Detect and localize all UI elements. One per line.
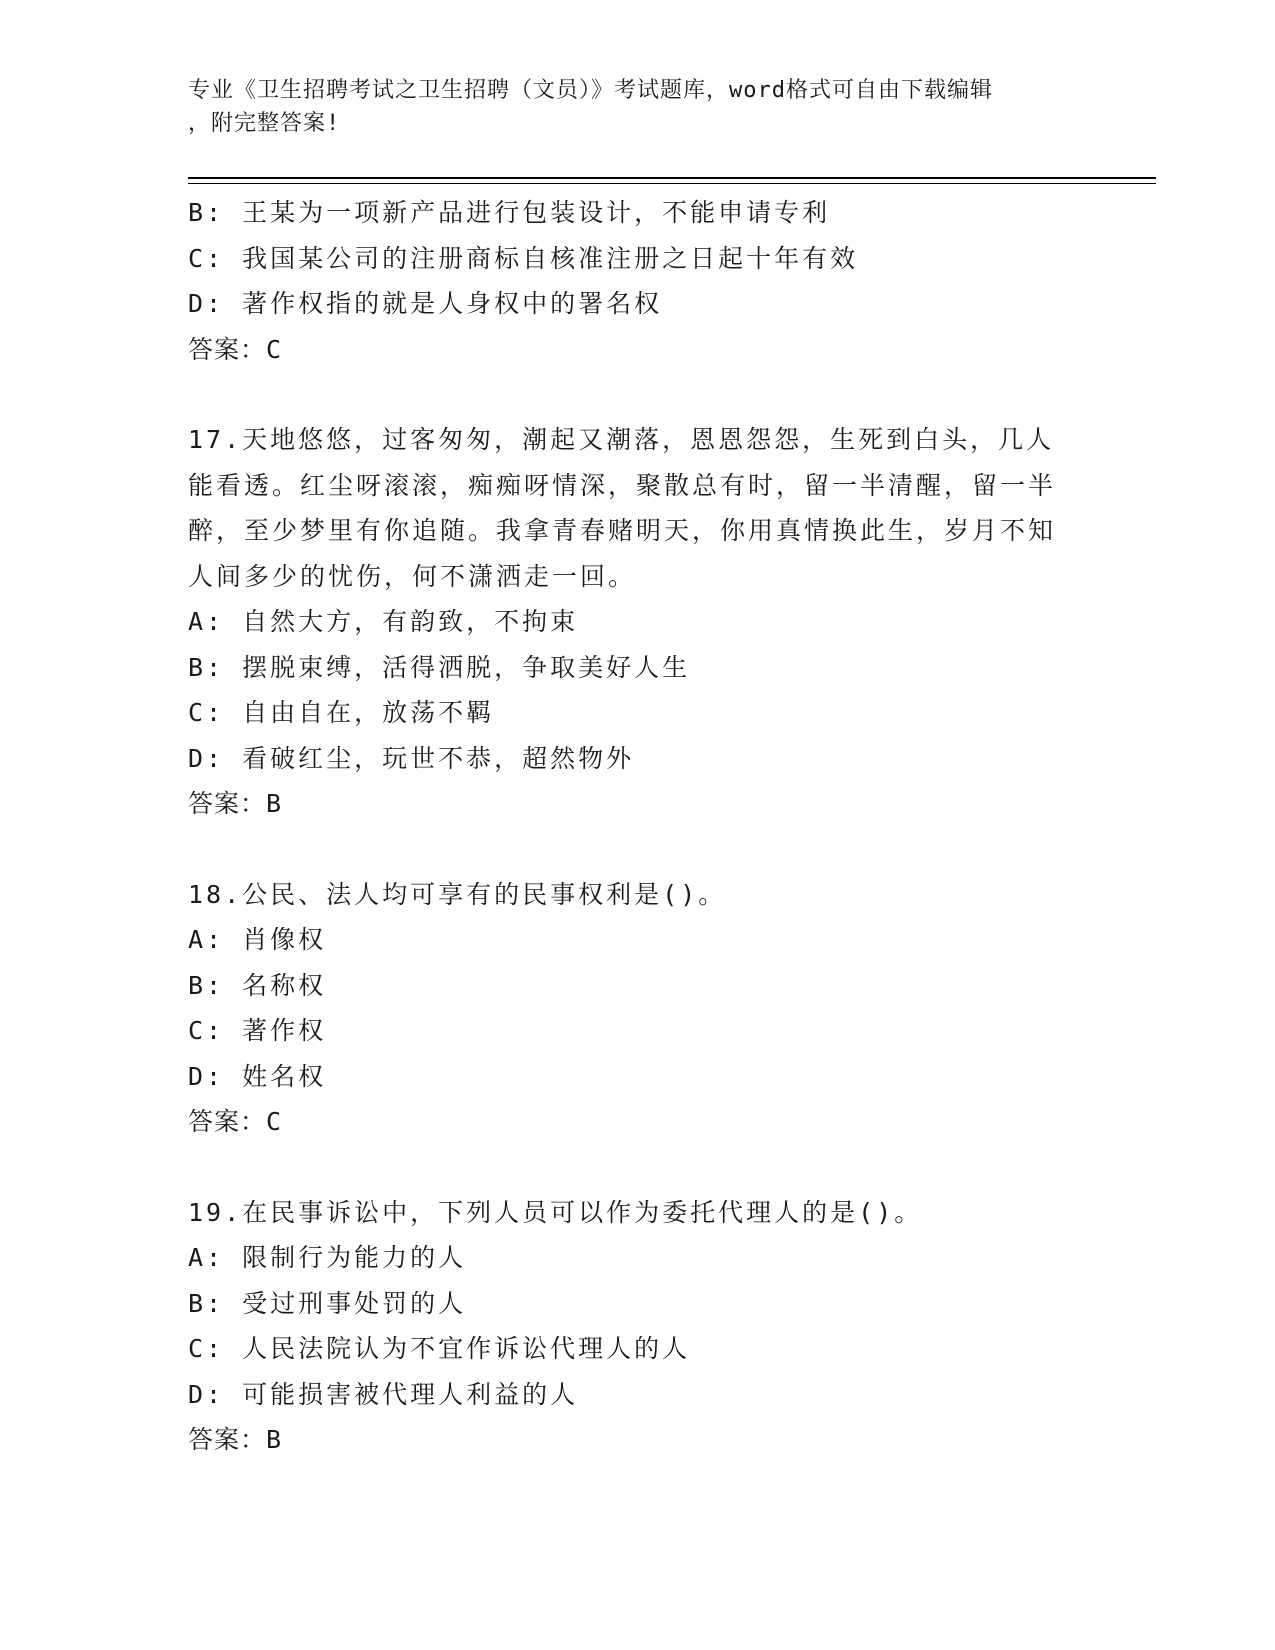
header-rule-thin [188, 183, 1156, 184]
answer-line: 答案：B [188, 1425, 283, 1454]
page-header [188, 74, 1088, 140]
spacer [188, 827, 1088, 872]
option-b: B: 名称权 [188, 970, 327, 1000]
answer-line: 答案：C [188, 334, 283, 364]
option-a: A: 限制行为能力的人 [188, 1243, 467, 1272]
option-b: B: 受过刑事处罚的人 [188, 1288, 467, 1318]
spacer [188, 372, 1088, 417]
answer-line: 答案：C [188, 1107, 283, 1136]
question-16-continued [188, 190, 1088, 372]
option-d: D: 可能损害被代理人利益的人 [188, 1379, 579, 1409]
question-stem: 19.在民事诉讼中，下列人员可以作为委托代理人的是()。 [188, 1197, 923, 1227]
option-a: A: 肖像权 [188, 925, 327, 954]
question-17 [188, 417, 1088, 827]
option-b: B: 王某为一项新产品进行包装设计，不能申请专利 [188, 198, 831, 227]
option-a: A: 自然大方，有韵致，不拘束 [188, 607, 579, 636]
option-c: C: 人民法院认为不宜作诉讼代理人的人 [188, 1334, 691, 1363]
spacer [188, 1145, 1088, 1190]
header-rule-thick [188, 177, 1156, 179]
question-19 [188, 1190, 1088, 1463]
option-d: D: 著作权指的就是人身权中的署名权 [188, 289, 663, 318]
answer-line: 答案：B [188, 789, 283, 818]
question-stem: 18.公民、法人均可享有的民事权利是()。 [188, 879, 727, 909]
option-d: D: 姓名权 [188, 1061, 327, 1091]
question-stem: 17.天地悠悠，过客匆匆，潮起又潮落，恩恩怨怨，生死到白头，几人能看透。红尘呀滚滚，痴痴呀情深，聚散总有时，留一半清醒，留一半醉，至少梦里有你追随。我拿青春赌明天，你用真情换此生，岁月不知人间多少的忧伤，何不潇洒走一回。 [188, 425, 1057, 591]
option-c: C: 自由自在，放荡不羁 [188, 698, 495, 727]
option-c: C: 我国某公司的注册商标自核准注册之日起十年有效 [188, 243, 859, 273]
option-b: B: 摆脱束缚，活得洒脱，争取美好人生 [188, 652, 691, 682]
question-18 [188, 872, 1088, 1145]
header-line-2: ，附完整答案! [188, 111, 341, 136]
option-c: C: 著作权 [188, 1016, 327, 1045]
header-line-1: 专业《卫生招聘考试之卫生招聘（文员）》考试题库，word格式可自由下载编辑 [188, 78, 993, 103]
option-d: D: 看破红尘，玩世不恭，超然物外 [188, 743, 635, 773]
question-list [188, 190, 1088, 1463]
